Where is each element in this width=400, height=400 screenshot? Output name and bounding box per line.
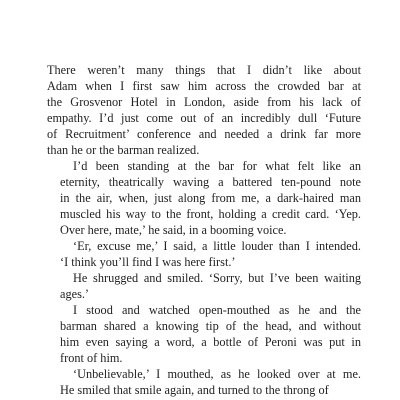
text-line: muscled his way to the front, holding a credit card. ‘Yep. [60,207,361,221]
text-line: There weren’t many things that I didn’t like about [47,63,361,77]
text-line: Over here, mate,’ he said, in a booming voice. [60,223,287,237]
text-line: in the air, when, just along from me, a dark-haired man [60,191,361,205]
paragraph [47,270,361,302]
text-line: eternity, theatrically waving a battered ten-pound note [60,175,361,189]
text-line: He smiled that smile again, and turned to the throng of [60,383,329,397]
paragraph [47,302,361,366]
text-line: I’d been standing at the bar for what felt like an [73,159,361,173]
paragraph [47,158,361,238]
text-line: ‘Er, excuse me,’ I said, a little louder than I intended. [73,239,361,253]
text-line: I stood and watched open-mouthed as he and the [73,303,361,317]
body-text [47,62,361,398]
text-line: front of him. [60,351,123,365]
paragraph [47,366,361,398]
text-line: He shrugged and smiled. ‘Sorry, but I’ve been waiting [73,271,361,285]
text-line: than he or the barman realized. [47,143,200,157]
text-line: Adam when I first saw him across the crowded bar at [47,79,361,93]
text-line: barman shared a knowing tip of the head, and without [60,319,361,333]
text-line: empathy. I’d just come out of an incredibly dull ‘Future [47,111,361,125]
text-line: ‘Unbelievable,’ I mouthed, as he looked over at me. [73,367,361,381]
text-line: of Recruitment’ conference and needed a drink far more [47,127,361,141]
paragraph [47,238,361,270]
text-line: ages.’ [60,287,90,301]
text-line: the Grosvenor Hotel in London, aside from his lack of [47,95,361,109]
paragraph [47,62,361,158]
text-line: him even saying a word, a bottle of Peroni was put in [60,335,361,349]
text-line: ‘I think you’ll find I was here first.’ [60,255,236,269]
